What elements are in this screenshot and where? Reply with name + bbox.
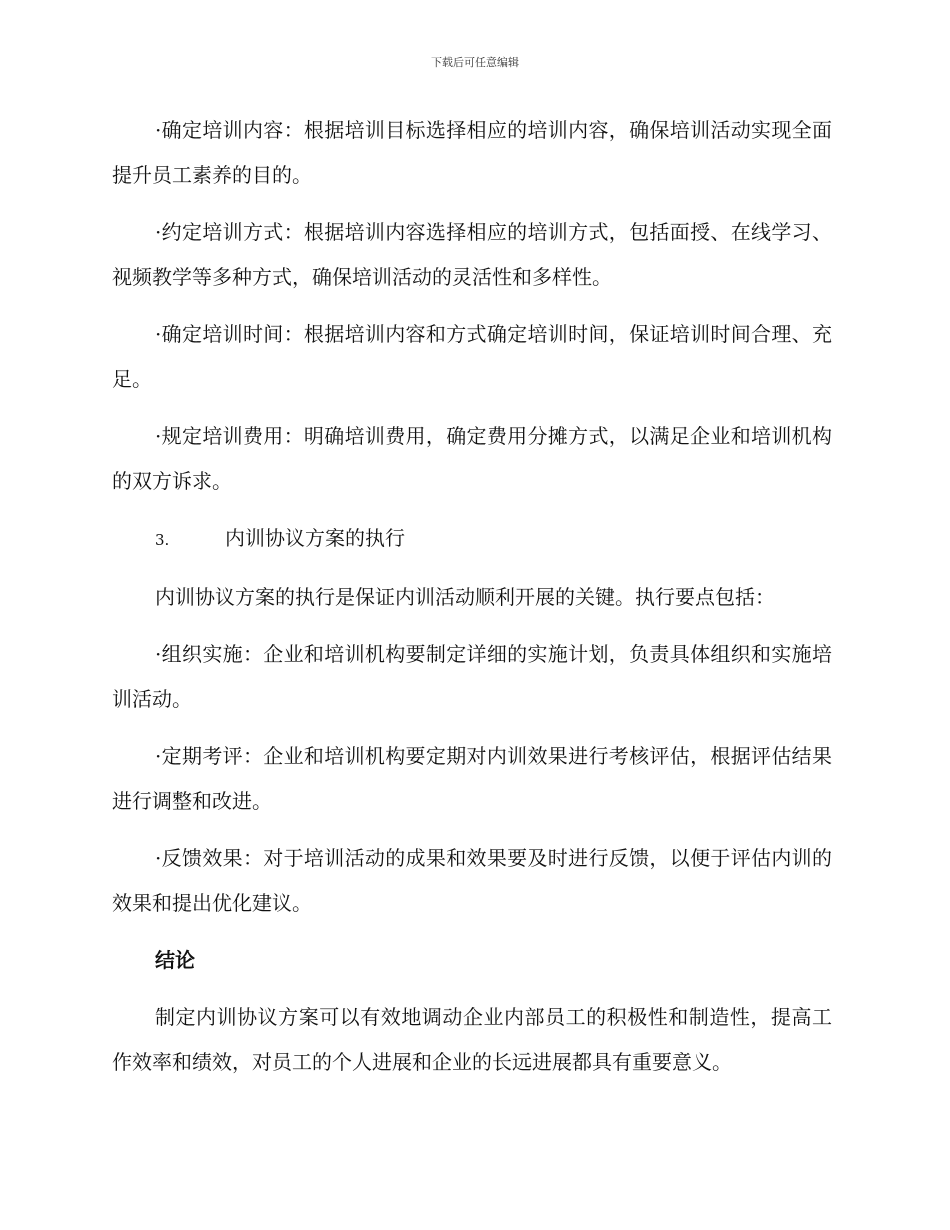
section-heading (112, 516, 832, 563)
paragraph-feedback: ·反馈效果：对于培训活动的成果和效果要及时进行反馈，以便于评估内训的效果和提出优化建议。 (112, 846, 832, 915)
paragraph-evaluation: ·定期考评：企业和培训机构要定期对内训效果进行考核评估，根据评估结果进行调整和改进。 (112, 744, 832, 813)
paragraph-training-cost: ·规定培训费用：明确培训费用，确定费用分摊方式，以满足企业和培训机构的双方诉求。 (112, 424, 832, 493)
document-body (112, 108, 832, 1097)
page-header: 下载后可任意编辑 (431, 56, 519, 69)
section-title: 内训协议方案的执行 (225, 526, 405, 550)
paragraph-training-content: ·确定培训内容：根据培训目标选择相应的培训内容，确保培训活动实现全面提升员工素养的目的。 (112, 118, 832, 187)
paragraph-training-method: ·约定培训方式：根据培训内容选择相应的培训方式，包括面授、在线学习、视频教学等多种方式，确保培训活动的灵活性和多样性。 (112, 220, 832, 289)
paragraph-conclusion: 制定内训协议方案可以有效地调动企业内部员工的积极性和制造性，提高工作效率和绩效，对员工的个人进展和企业的长远进展都具有重要意义。 (112, 1005, 832, 1074)
paragraph-training-time: ·确定培训时间：根据培训内容和方式确定培训时间，保证培训时间合理、充足。 (112, 322, 832, 391)
paragraph-execution-intro: 内训协议方案的执行是保证内训活动顺利开展的关键。执行要点包括： (155, 585, 775, 609)
conclusion-heading: 结论 (155, 948, 195, 972)
paragraph-organize: ·组织实施：企业和培训机构要制定详细的实施计划，负责具体组织和实施培训活动。 (112, 642, 832, 711)
section-number: 3. (155, 531, 170, 549)
